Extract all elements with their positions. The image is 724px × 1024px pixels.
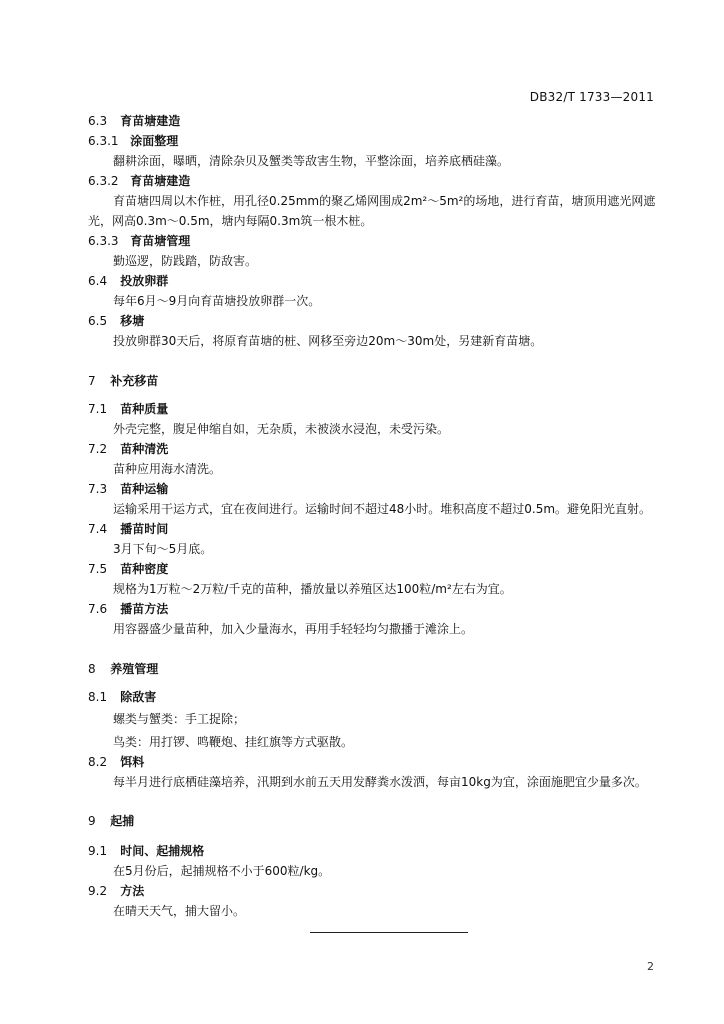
section-title: 育苗塘管理 [130, 234, 191, 248]
section-heading-6-4 [88, 272, 168, 289]
section-heading-7-3 [88, 480, 168, 497]
chapter-heading-9 [88, 812, 134, 829]
section-title: 苗种运输 [120, 482, 169, 496]
paragraph: 运输采用干运方式，宜在夜间进行。运输时间不超过48小时。堆积高度不超过0.5m。避免阳光直射。 [113, 502, 652, 516]
section-title: 时间、起捕规格 [120, 844, 205, 858]
section-heading-7-2 [88, 440, 168, 457]
chapter-number: 9 [88, 814, 96, 828]
section-number: 7.3 [88, 482, 108, 496]
section-heading-8-2 [88, 753, 144, 770]
section-heading-7-1 [88, 400, 168, 417]
section-number: 8.1 [88, 690, 108, 704]
chapter-heading-8 [88, 660, 158, 677]
paragraph: 每半月进行底栖硅藻培养，汛期到水前五天用发酵粪水泼洒，每亩10kg为宜，涂面施肥宜少量多次。 [113, 775, 647, 789]
section-number: 6.3.3 [88, 234, 119, 248]
section-heading-6-3-3 [88, 232, 190, 249]
paragraph: 勤巡逻，防践踏，防敌害。 [113, 254, 258, 268]
section-number: 7.4 [88, 522, 108, 536]
section-title: 育苗塘建造 [120, 114, 181, 128]
section-number: 7.2 [88, 442, 108, 456]
paragraph: 规格为1万粒～2万粒/千克的苗种，播放量以养殖区达100粒/m²左右为宜。 [113, 582, 512, 596]
document-code: DB32/T 1733—2011 [529, 90, 654, 104]
section-number: 7.1 [88, 402, 108, 416]
section-heading-6-3-1 [88, 132, 178, 149]
section-title: 方法 [120, 884, 145, 898]
page-number: 2 [647, 960, 654, 973]
paragraph: 苗种应用海水清洗。 [113, 462, 222, 476]
section-heading-7-5 [88, 560, 168, 577]
section-heading-9-1 [88, 842, 204, 859]
chapter-number: 7 [88, 374, 96, 388]
paragraph: 外壳完整，腹足伸缩自如，无杂质，未被淡水浸泡，未受污染。 [113, 422, 450, 436]
paragraph: 螺类与蟹类：手工捉除； [113, 712, 246, 726]
paragraph: 鸟类：用打锣、鸣鞭炮、挂红旗等方式驱散。 [113, 735, 354, 749]
paragraph: 在晴天天气，捕大留小。 [113, 904, 246, 918]
section-title: 移塘 [120, 314, 145, 328]
section-title: 除敌害 [120, 690, 157, 704]
section-title: 苗种质量 [120, 402, 169, 416]
paragraph: 3月下旬～5月底。 [113, 542, 213, 556]
section-number: 7.6 [88, 602, 108, 616]
section-heading-6-3 [88, 112, 180, 129]
section-title: 育苗塘建造 [130, 174, 191, 188]
section-title: 播苗时间 [120, 522, 169, 536]
section-title: 苗种清洗 [120, 442, 169, 456]
paragraph-continuation: 光，网高0.3m～0.5m，塘内每隔0.3m筑一根木桩。 [88, 214, 373, 228]
paragraph: 翻耕涂面，曝晒，清除杂贝及蟹类等敌害生物，平整涂面，培养底栖硅藻。 [113, 154, 510, 168]
chapter-title: 起捕 [110, 814, 135, 828]
section-number: 6.3 [88, 114, 108, 128]
section-number: 9.2 [88, 884, 108, 898]
section-title: 播苗方法 [120, 602, 169, 616]
section-heading-8-1 [88, 688, 156, 705]
section-number: 7.5 [88, 562, 108, 576]
section-number: 6.3.2 [88, 174, 119, 188]
chapter-title: 补充移苗 [110, 374, 159, 388]
section-heading-9-2 [88, 882, 144, 899]
section-number: 6.4 [88, 274, 108, 288]
section-number: 6.5 [88, 314, 108, 328]
paragraph: 育苗塘四周以木作桩，用孔径0.25mm的聚乙烯网围成2m²～5m²的场地，进行育苗，塘顶用遮光网遮 [113, 194, 656, 208]
section-title: 饵料 [120, 755, 145, 769]
paragraph: 在5月份后，起捕规格不小于600粒/kg。 [113, 864, 331, 878]
paragraph: 每年6月～9月向育苗塘投放卵群一次。 [113, 294, 321, 308]
section-title: 涂面整理 [130, 134, 179, 148]
chapter-number: 8 [88, 662, 96, 676]
chapter-title: 养殖管理 [110, 662, 159, 676]
chapter-heading-7 [88, 372, 158, 389]
section-heading-7-6 [88, 600, 168, 617]
section-title: 投放卵群 [120, 274, 169, 288]
section-number: 6.3.1 [88, 134, 119, 148]
section-heading-6-5 [88, 312, 144, 329]
section-heading-7-4 [88, 520, 168, 537]
end-divider [310, 932, 468, 933]
section-title: 苗种密度 [120, 562, 169, 576]
section-number: 9.1 [88, 844, 108, 858]
section-heading-6-3-2 [88, 172, 190, 189]
section-number: 8.2 [88, 755, 108, 769]
paragraph: 投放卵群30天后，将原育苗塘的桩、网移至旁边20m～30m处，另建新育苗塘。 [113, 334, 543, 348]
paragraph: 用容器盛少量苗种，加入少量海水，再用手轻轻均匀撒播于滩涂上。 [113, 622, 474, 636]
